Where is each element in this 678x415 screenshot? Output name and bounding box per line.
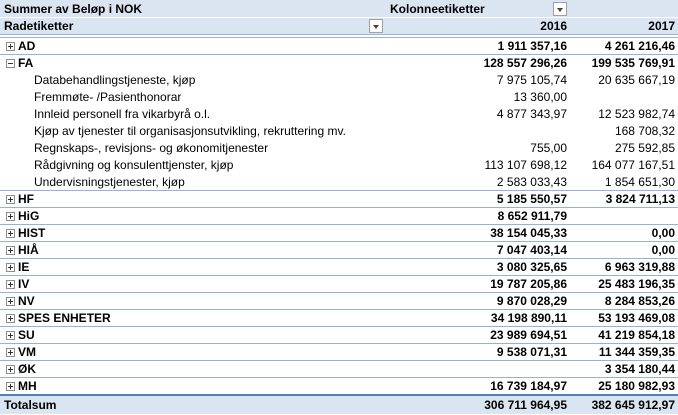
group-row-ok[interactable] <box>0 360 678 377</box>
row-label: Undervisningstjenester, kjøp <box>34 174 185 189</box>
value-2017: 3 824 711,13 <box>605 192 675 206</box>
value-2016: 113 107 698,12 <box>484 157 567 172</box>
value-2016 <box>377 122 570 139</box>
child-row[interactable] <box>0 88 678 105</box>
value-2016: 13 360,00 <box>513 89 567 104</box>
group-row-su[interactable] <box>0 326 678 343</box>
value-2017: 0,00 <box>651 243 675 257</box>
expand-icon[interactable] <box>6 263 15 272</box>
value-2016: 23 989 694,51 <box>490 328 567 342</box>
value-2017: 53 193 469,08 <box>598 311 675 325</box>
group-row-nv[interactable] <box>0 292 678 309</box>
row-label: FA <box>18 56 34 70</box>
expand-icon[interactable] <box>6 365 15 374</box>
expand-icon[interactable] <box>6 280 15 289</box>
year-2017-header: 2017 <box>648 19 675 33</box>
value-2016: 5 185 550,57 <box>496 192 567 206</box>
expand-icon[interactable] <box>6 382 15 391</box>
value-2017: 0,00 <box>651 226 675 240</box>
row-label: NV <box>18 294 35 308</box>
year-2016-header: 2016 <box>540 19 567 33</box>
row-label: IE <box>18 260 30 274</box>
group-row-fa[interactable] <box>0 54 678 71</box>
group-row-iv[interactable] <box>0 275 678 292</box>
row-label: Innleid personell fra vikarbyrå o.l. <box>34 106 211 121</box>
value-2016: 2 583 033,43 <box>496 174 567 189</box>
row-label: Kjøp av tjenester til organisasjonsutvikling, rekruttering mv. <box>34 123 346 138</box>
value-2016: 38 154 045,33 <box>490 226 567 240</box>
group-row-ad[interactable] <box>0 37 678 54</box>
value-2016: 128 557 296,26 <box>483 56 567 70</box>
row-label: VM <box>18 345 36 359</box>
value-2017: 199 535 769,91 <box>591 56 675 70</box>
child-row[interactable] <box>0 173 678 190</box>
row-label: AD <box>18 39 36 53</box>
row-filter-dropdown-icon[interactable] <box>369 19 383 33</box>
group-row-mh[interactable] <box>0 377 678 394</box>
group-row-vm[interactable] <box>0 343 678 360</box>
value-2016: 755,00 <box>530 140 567 155</box>
row-label: Regnskaps-, revisjons- og økonomitjenester <box>34 140 269 155</box>
value-2017: 275 592,85 <box>614 140 675 155</box>
pivot-header-row-2 <box>0 18 678 35</box>
column-labels-header: Kolonneetiketter <box>390 2 485 16</box>
expand-icon[interactable] <box>6 246 15 255</box>
value-2017: 11 344 359,35 <box>598 345 675 359</box>
value-2016: 34 198 890,11 <box>490 311 567 325</box>
expand-icon[interactable] <box>6 229 15 238</box>
value-2017 <box>570 88 678 105</box>
collapse-icon[interactable] <box>6 59 15 68</box>
row-label: SU <box>18 328 35 342</box>
row-label: HF <box>18 192 34 206</box>
expand-icon[interactable] <box>6 195 15 204</box>
total-2017: 382 645 912,97 <box>591 398 675 412</box>
expand-icon[interactable] <box>6 314 15 323</box>
values-title: Summer av Beløp i NOK <box>4 2 143 16</box>
row-label: MH <box>18 379 37 393</box>
row-label: Fremmøte- /Pasienthonorar <box>34 89 182 104</box>
value-2016 <box>377 361 570 377</box>
child-row[interactable] <box>0 139 678 156</box>
value-2017: 1 854 651,30 <box>604 174 675 189</box>
value-2017: 41 219 854,18 <box>598 328 675 342</box>
child-row[interactable] <box>0 122 678 139</box>
child-row[interactable] <box>0 71 678 88</box>
expand-icon[interactable] <box>6 331 15 340</box>
value-2017: 6 963 319,88 <box>604 260 675 274</box>
value-2016: 7 047 403,14 <box>496 243 567 257</box>
column-filter-dropdown-icon[interactable] <box>553 2 567 16</box>
row-label: HiG <box>18 209 40 223</box>
value-2016: 1 911 357,16 <box>497 39 567 53</box>
group-row-hist[interactable] <box>0 224 678 241</box>
expand-icon[interactable] <box>6 297 15 306</box>
value-2017: 3 354 180,44 <box>604 362 675 376</box>
value-2016: 4 877 343,97 <box>496 106 567 121</box>
row-label: Databehandlingstjeneste, kjøp <box>34 72 196 87</box>
group-row-hf[interactable] <box>0 190 678 207</box>
total-2016: 306 711 964,95 <box>484 398 567 412</box>
value-2017: 168 708,32 <box>614 123 675 138</box>
value-2017: 25 483 196,35 <box>598 277 675 291</box>
row-label: HIÅ <box>18 243 39 257</box>
value-2016: 9 538 071,31 <box>496 345 567 359</box>
value-2017: 25 180 982,93 <box>598 379 675 393</box>
child-row[interactable] <box>0 105 678 122</box>
value-2016: 8 652 911,79 <box>497 209 567 223</box>
total-label: Totalsum <box>4 398 57 412</box>
value-2017: 12 523 982,74 <box>598 106 675 121</box>
value-2016: 16 739 184,97 <box>490 379 567 393</box>
value-2017: 8 284 853,26 <box>604 294 675 308</box>
value-2016: 7 975 105,74 <box>496 72 567 87</box>
child-row[interactable] <box>0 156 678 173</box>
pivot-header-row <box>0 0 678 17</box>
row-label: ØK <box>18 362 36 376</box>
value-2017: 20 635 667,19 <box>598 72 675 87</box>
row-labels-header: Radetiketter <box>4 19 74 33</box>
row-label: HIST <box>18 226 46 240</box>
group-row-hia[interactable] <box>0 241 678 258</box>
grand-total-row[interactable] <box>0 394 678 414</box>
value-2017: 164 077 167,51 <box>591 157 675 172</box>
row-label: SPES ENHETER <box>18 311 111 325</box>
value-2016: 19 787 205,86 <box>490 277 567 291</box>
group-row-hig[interactable] <box>0 207 678 224</box>
value-2016: 9 870 028,29 <box>496 294 567 308</box>
value-2017 <box>570 208 678 224</box>
expand-icon[interactable] <box>6 212 15 221</box>
group-row-ie[interactable] <box>0 258 678 275</box>
expand-icon[interactable] <box>6 42 15 51</box>
value-2016: 3 080 325,65 <box>496 260 567 274</box>
expand-icon[interactable] <box>6 348 15 357</box>
group-row-spes-enheter[interactable] <box>0 309 678 326</box>
row-label: Rådgivning og konsulenttjenster, kjøp <box>34 157 234 172</box>
row-labels-cell <box>0 18 377 34</box>
value-2017: 4 261 216,46 <box>604 39 675 53</box>
row-label: IV <box>18 277 30 291</box>
